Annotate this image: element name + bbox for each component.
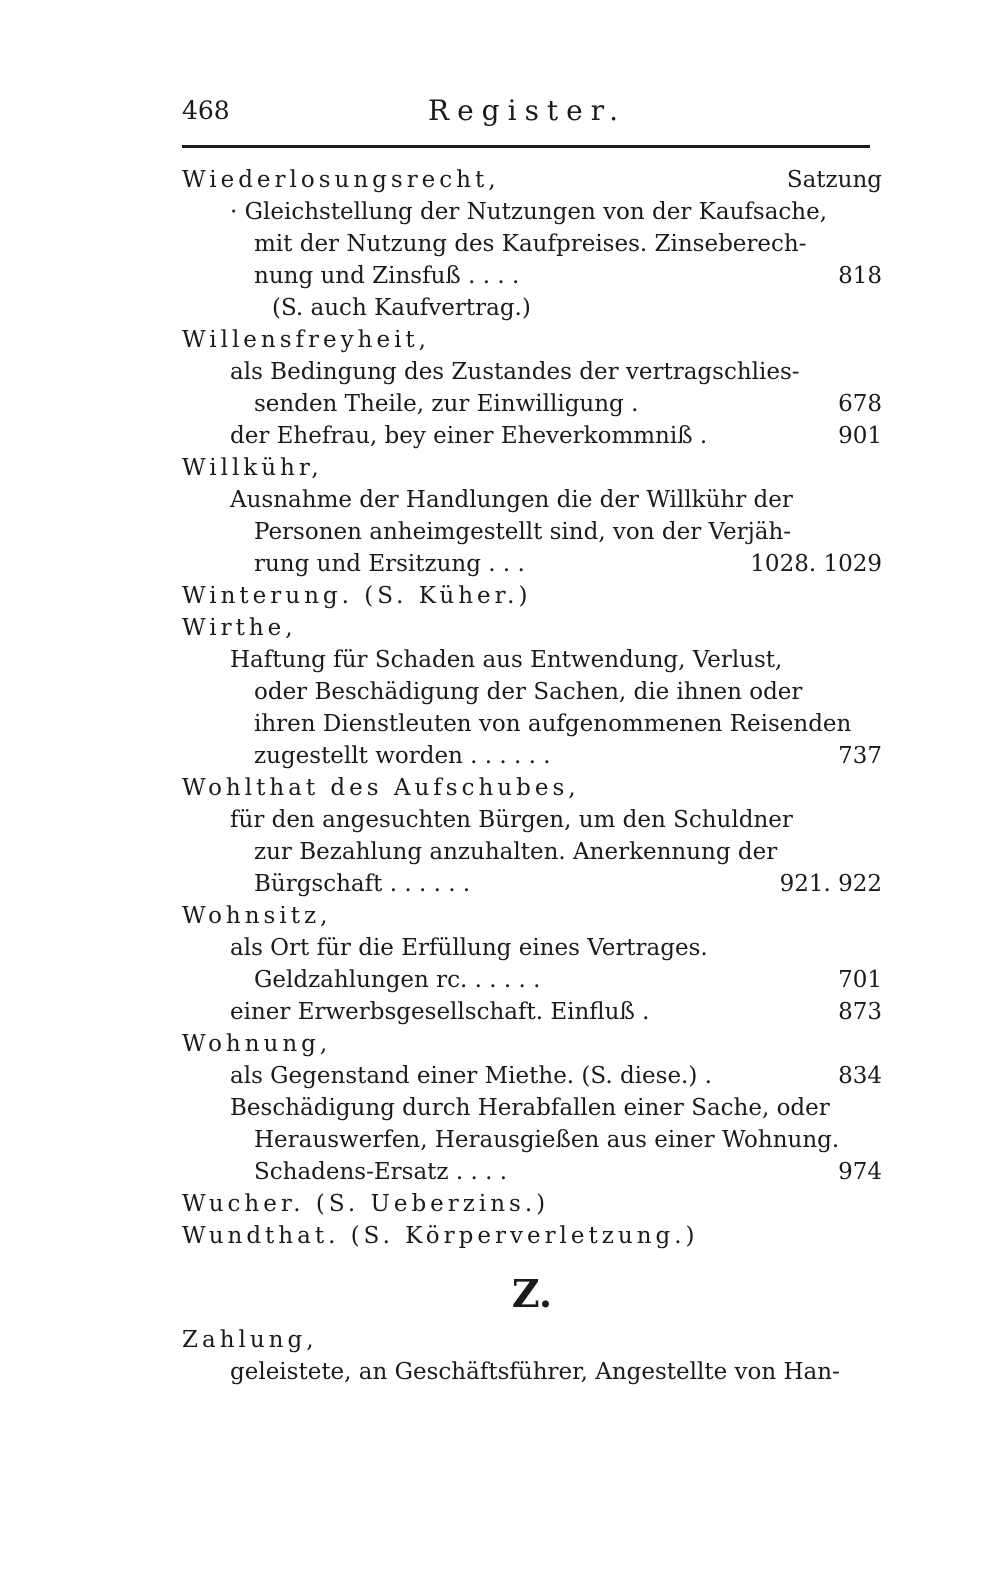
index-subentry-line: [182, 1060, 882, 1092]
line-text: zur Bezahlung anzuhalten. Anerkennung der: [254, 839, 778, 865]
page-reference: 818: [838, 263, 882, 289]
line-text: Wiederlosungsrecht,: [182, 167, 500, 193]
line-text: Wundthat. (S. Körperverletzung.): [182, 1223, 699, 1249]
index-headword-line: [182, 1188, 882, 1220]
line-text: Willensfreyheit,: [182, 327, 430, 353]
index-subentry-line: [182, 516, 882, 548]
index-subentry-line: [182, 420, 882, 452]
line-text: als Gegenstand einer Miethe. (S. diese.) .: [230, 1063, 712, 1089]
index-subentry-line: [182, 196, 882, 228]
line-text: Herauswerfen, Herausgießen aus einer Wohnung.: [254, 1127, 840, 1153]
index-subentry-line: [182, 708, 882, 740]
line-text: für den angesuchten Bürgen, um den Schuldner: [230, 807, 793, 833]
line-text: Wirthe,: [182, 615, 297, 641]
section-letter: Z.: [511, 1271, 553, 1316]
index-subentry-line: [182, 804, 882, 836]
line-text: Personen anheimgestellt sind, von der Verjäh-: [254, 519, 792, 545]
line-text: Wucher. (S. Ueberzins.): [182, 1191, 550, 1217]
index-subentry-line: [182, 932, 882, 964]
line-text: Geldzahlungen rc. . . . . .: [254, 967, 541, 993]
line-text: · Gleichstellung der Nutzungen von der Kaufsache,: [230, 199, 828, 225]
index-subentry-line: [182, 292, 882, 324]
index-subentry-line: [182, 964, 882, 996]
index-subentry-line: [182, 1124, 882, 1156]
page-header: [182, 92, 872, 132]
page-reference: 873: [838, 999, 882, 1025]
line-text: senden Theile, zur Einwilligung .: [254, 391, 639, 417]
line-text: Winterung. (S. Küher.): [182, 583, 532, 609]
page-reference: 678: [838, 391, 882, 417]
line-text: nung und Zinsfuß . . . .: [254, 263, 520, 289]
running-title: Register.: [428, 94, 626, 127]
index-headword-line: [182, 452, 882, 484]
line-text: ihren Dienstleuten von aufgenommenen Reisenden: [254, 711, 852, 737]
line-text: Bürgschaft . . . . . .: [254, 871, 471, 897]
page-reference: Satzung: [786, 167, 882, 193]
index-headword-line: [182, 324, 882, 356]
index-subentry-line: [182, 388, 882, 420]
line-text: als Bedingung des Zustandes der vertragschlies-: [230, 359, 800, 385]
index-subentry-line: [182, 996, 882, 1028]
index-subentry-line: [182, 1092, 882, 1124]
index-lines-z: [182, 1324, 882, 1388]
index-headword-line: [182, 1220, 882, 1252]
line-text: zugestellt worden . . . . . .: [254, 743, 551, 769]
line-text: der Ehefrau, bey einer Eheverkommniß .: [230, 423, 708, 449]
index-subentry-line: [182, 228, 882, 260]
line-text: Haftung für Schaden aus Entwendung, Verlust,: [230, 647, 783, 673]
header-rule: [182, 145, 870, 148]
index-subentry-line: [182, 644, 882, 676]
index-subentry-line: [182, 868, 882, 900]
section-gap: [182, 1252, 882, 1264]
line-text: Ausnahme der Handlungen die der Willkühr der: [230, 487, 793, 513]
page-reference: 974: [838, 1159, 882, 1185]
line-text: (S. auch Kaufvertrag.): [272, 295, 531, 321]
page-reference: 901: [838, 423, 882, 449]
page-number: 468: [182, 96, 230, 125]
line-text: mit der Nutzung des Kaufpreises. Zinseberech-: [254, 231, 807, 257]
index-lines-w: [182, 164, 882, 1252]
line-text: rung und Ersitzung . . .: [254, 551, 525, 577]
line-text: Wohlthat des Aufschubes,: [182, 775, 580, 801]
page-reference: 1028. 1029: [750, 551, 882, 577]
index-subentry-line: [182, 356, 882, 388]
line-text: Wohnsitz,: [182, 903, 332, 929]
index-headword-line: [182, 580, 882, 612]
index-headword-line: [182, 1324, 882, 1356]
index-subentry-line: [182, 1156, 882, 1188]
line-text: Beschädigung durch Herabfallen einer Sache, oder: [230, 1095, 830, 1121]
line-text: einer Erwerbsgesellschaft. Einfluß .: [230, 999, 650, 1025]
index-subentry-line: [182, 1356, 882, 1388]
index-subentry-line: [182, 740, 882, 772]
line-text: Schadens-Ersatz . . . .: [254, 1159, 508, 1185]
index-subentry-line: [182, 484, 882, 516]
line-text: Wohnung,: [182, 1031, 332, 1057]
page-reference: 701: [838, 967, 882, 993]
line-text: Zahlung,: [182, 1327, 318, 1353]
index-headword-line: [182, 772, 882, 804]
index-subentry-line: [182, 548, 882, 580]
line-text: Willkühr,: [182, 455, 323, 481]
line-text: geleistete, an Geschäftsführer, Angestellte von Han-: [230, 1359, 840, 1385]
index-headword-line: [182, 1028, 882, 1060]
index-headword-line: [182, 164, 882, 196]
line-text: oder Beschädigung der Sachen, die ihnen oder: [254, 679, 803, 705]
page-reference: 737: [838, 743, 882, 769]
index-subentry-line: [182, 676, 882, 708]
page-reference: 921. 922: [779, 871, 882, 897]
index-subentry-line: [182, 836, 882, 868]
index-headword-line: [182, 612, 882, 644]
index-subentry-line: [182, 260, 882, 292]
index-entries: [182, 164, 882, 1388]
line-text: als Ort für die Erfüllung eines Vertrages.: [230, 935, 708, 961]
index-headword-line: [182, 900, 882, 932]
page-reference: 834: [838, 1063, 882, 1089]
